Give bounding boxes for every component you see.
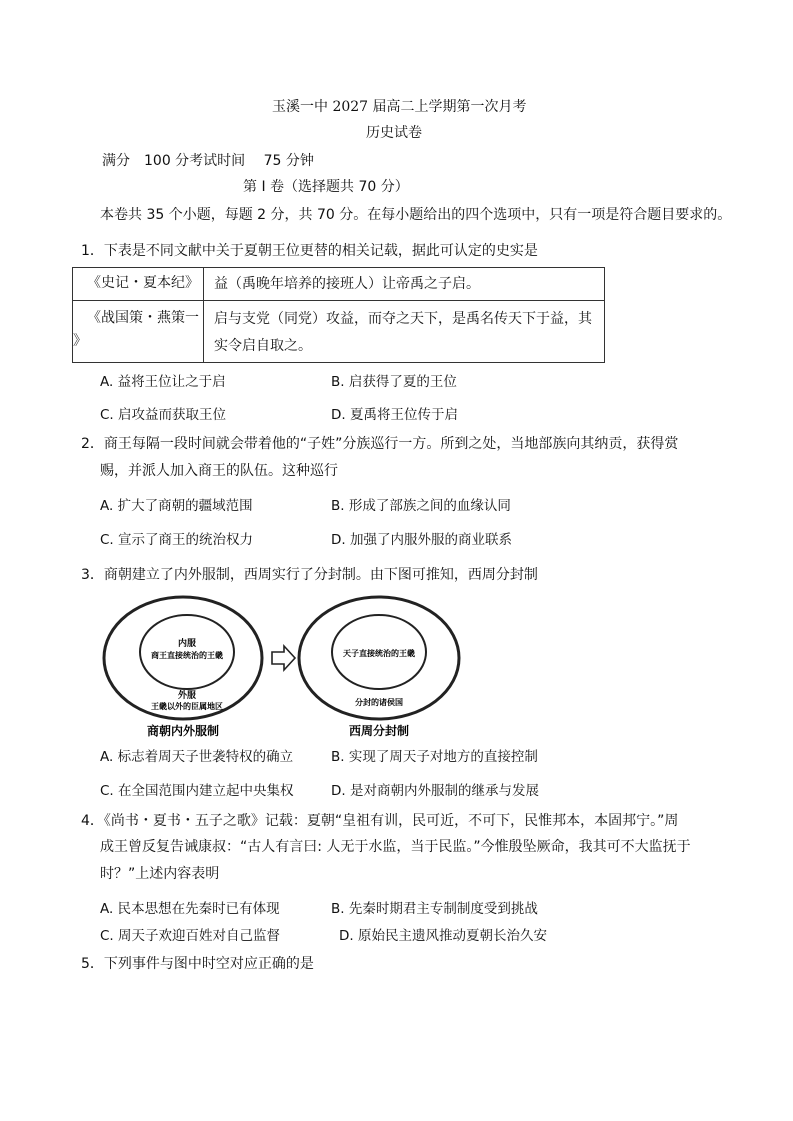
left-inner-label-1: 内服 xyxy=(177,639,197,649)
table-cell-source: 《史记・夏本纪》 xyxy=(73,268,204,301)
left-caption: 商朝内外服制 xyxy=(146,724,220,738)
section-title: 第 I 卷（选择题共 70 分） xyxy=(243,179,409,195)
question-2-stem-line2: 赐，并派人加入商王的队伍。这种巡行 xyxy=(100,463,338,479)
right-inner-label: 天子直接统治的王畿 xyxy=(343,649,415,658)
question-4-option-a: A. 民本思想在先秦时已有体现 xyxy=(100,901,280,917)
exam-meta: 满分 100 分考试时间 75 分钟 xyxy=(102,153,314,169)
question-3-stem: 3．商朝建立了内外服制，西周实行了分封制。由下图可推知，西周分封制 xyxy=(81,567,538,583)
right-caption: 西周分封制 xyxy=(348,724,410,738)
question-1-option-d: D. 夏禹将王位传于启 xyxy=(331,407,458,423)
table-row xyxy=(73,301,605,363)
table-cell-source: 《战国策・燕策一 》 xyxy=(73,301,204,363)
question-1-stem: 1．下表是不同文献中关于夏朝王位更替的相关记载，据此可认定的史实是 xyxy=(81,243,538,259)
right-outer-label: 分封的诸侯国 xyxy=(355,698,403,707)
exam-subtitle: 历史试卷 xyxy=(366,125,422,141)
question-3-option-b: B. 实现了周天子对地方的直接控制 xyxy=(331,749,538,765)
question-1-option-c: C. 启攻益而获取王位 xyxy=(100,407,227,423)
question-1-table xyxy=(72,267,605,363)
left-outer-label-2: 王畿以外的臣属地区 xyxy=(151,702,223,711)
question-4-option-b: B. 先秦时期君主专制制度受到挑战 xyxy=(331,901,538,917)
table-cell-text: 益（禹晚年培养的接班人）让帝禹之子启。 xyxy=(204,268,605,301)
question-2-option-a: A. 扩大了商朝的疆域范围 xyxy=(100,498,253,514)
question-3-option-d: D. 是对商朝内外服制的继承与发展 xyxy=(331,783,539,799)
section-instructions: 本卷共 35 个小题，每题 2 分，共 70 分。在每小题给出的四个选项中，只有一项是符合题目要求的。 xyxy=(100,207,732,223)
question-2-stem-line1: 2．商王每隔一段时间就会带着他的“子姓”分族巡行一方。所到之处，当地部族向其纳贡，获得赏 xyxy=(81,436,679,452)
table-row xyxy=(73,268,605,301)
left-outer-label-1: 外服 xyxy=(177,691,197,701)
question-2-option-c: C. 宣示了商王的统治权力 xyxy=(100,532,254,548)
question-1-option-b: B. 启获得了夏的王位 xyxy=(331,374,457,390)
question-2-option-b: B. 形成了部族之间的血缘认同 xyxy=(331,498,511,514)
question-3-option-c: C. 在全国范围内建立起中央集权 xyxy=(100,783,294,799)
question-1-option-a: A. 益将王位让之于启 xyxy=(100,374,226,390)
diagram-svg xyxy=(98,592,470,738)
question-2-option-d: D. 加强了内服外服的商业联系 xyxy=(331,532,512,548)
table-cell-text: 启与支党（同党）攻益，而夺之天下，是禹名传天下于益，其 实令启自取之。 xyxy=(204,301,605,363)
question-4-stem-line1: 4．《尚书・夏书・五子之歌》记载：夏朝“皇祖有训，民可近，不可下，民惟邦本，本固邦宁。”周 xyxy=(81,813,679,829)
question-3-option-a: A. 标志着周天子世袭特权的确立 xyxy=(100,749,294,765)
exam-title: 玉溪一中 2027 届高二上学期第一次月考 xyxy=(272,99,527,115)
question-5-stem: 5．下列事件与图中时空对应正确的是 xyxy=(81,956,314,972)
question-3-diagram xyxy=(98,592,470,738)
question-4-stem-line2: 成王曾反复告诫康叔：“古人有言曰: 人无于水监，当于民监。”今惟殷坠厥命，我其可不大监抚于 xyxy=(100,839,691,855)
question-4-option-c: C. 周天子欢迎百姓对自己监督 xyxy=(100,928,281,944)
arrow-right-icon xyxy=(272,646,295,670)
question-4-stem-line3: 时？”上述内容表明 xyxy=(100,866,220,882)
question-4-option-d: D. 原始民主遗风推动夏朝长治久安 xyxy=(339,928,547,944)
left-inner-label-2: 商王直接统治的王畿 xyxy=(151,651,223,660)
